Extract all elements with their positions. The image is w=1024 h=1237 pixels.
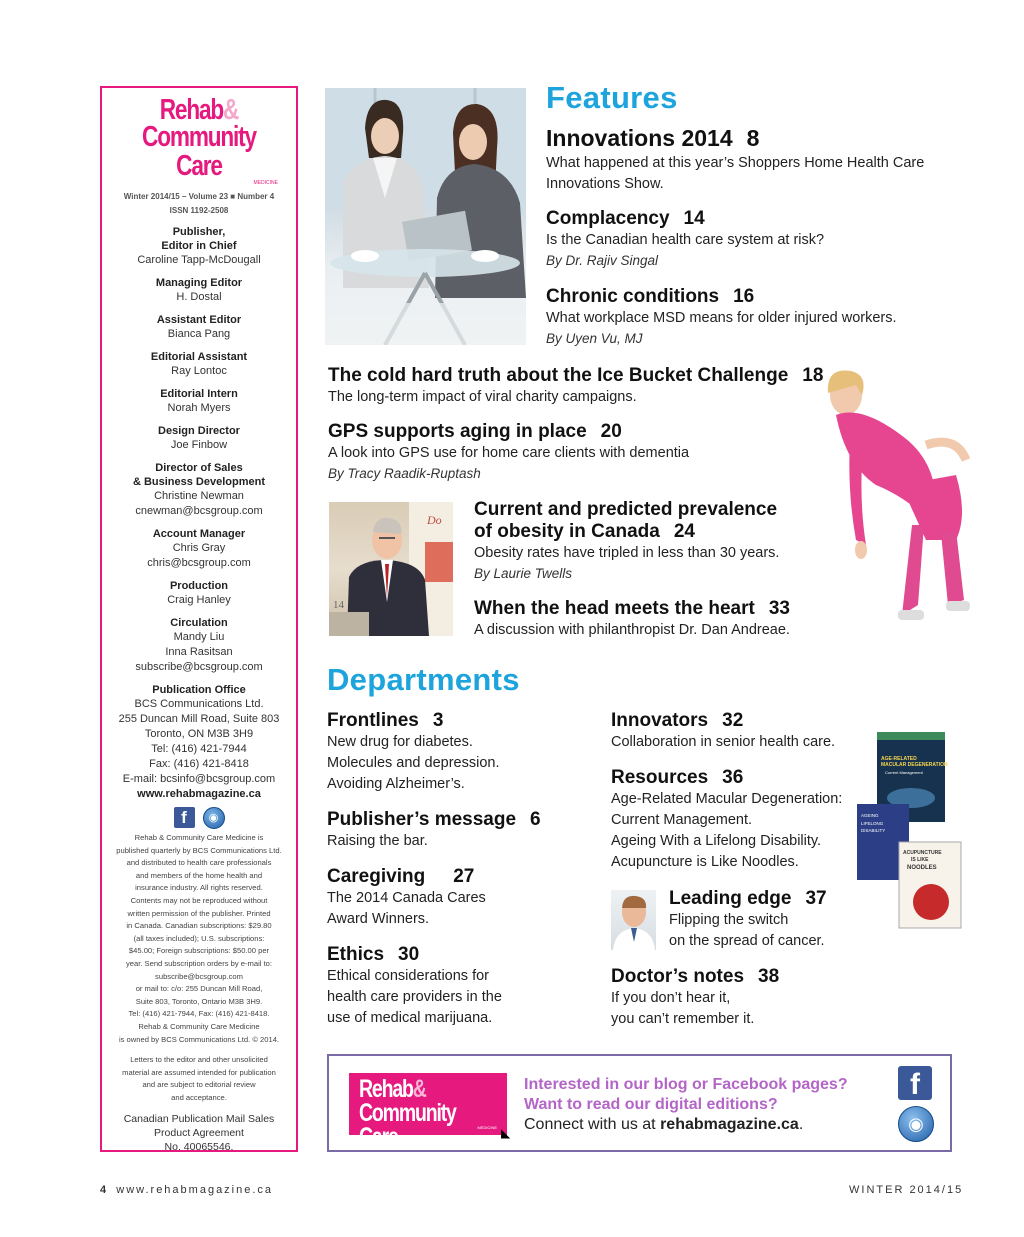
feature-item[interactable]: Complacency 14 Is the Canadian health care system at risk? By Dr. Rajiv Singal: [546, 208, 825, 268]
masthead-panel: [100, 86, 298, 1152]
cta-text: Interested in our blog or Facebook pages? Want to read our digital editions? Connect with us at rehabmagazine.ca.: [524, 1076, 848, 1133]
staff-role: Assistant Editor: [156, 314, 242, 326]
cta-website-link[interactable]: rehabmagazine.ca: [660, 1116, 799, 1133]
staff-entry: [102, 276, 296, 305]
staff-entry: [102, 424, 296, 453]
staff-role: Design Director: [158, 425, 240, 437]
staff-name: Chris Gray chris@bcsgroup.com: [147, 542, 251, 569]
department-item[interactable]: Ethics 30 Ethical considerations for health care providers in the use of medical marijuana.: [327, 944, 502, 1026]
staff-entry: [102, 225, 296, 268]
department-item[interactable]: Innovators 32 Collaboration in senior health care.: [611, 710, 836, 750]
book-covers: [855, 732, 963, 930]
svg-text:MACULAR DEGENERATION: MACULAR DEGENERATION: [881, 762, 948, 768]
staff-role: Managing Editor: [155, 277, 243, 289]
staff-entry: [102, 313, 296, 342]
publication-office: Publication Office BCS Communications Ltd. 255 Duncan Mill Road, Suite 803 Toronto, ON M3B 3H9 Tel: (416) 421-7944 Fax: (416) 421-8418 E-mail: bcsinfo@bcsgroup.com www.rehabmagazine.ca: [102, 683, 296, 802]
staff-name: Caroline Tapp-McDougall: [137, 254, 261, 266]
footer-issue: WINTER 2014/15: [849, 1184, 964, 1196]
issn: ISSN 1192-2508: [169, 206, 229, 215]
svg-text:ACUPUNCTURE: ACUPUNCTURE: [903, 850, 942, 856]
staff-name: Craig Hanley: [167, 594, 231, 606]
cursor-icon: ◣: [501, 1126, 511, 1140]
staff-name: Bianca Pang: [167, 328, 231, 340]
feature-item[interactable]: The cold hard truth about the Ice Bucket Challenge 18 The long-term impact of viral charity campaigns.: [328, 365, 824, 405]
page-number: 4: [100, 1184, 107, 1196]
department-item[interactable]: Doctor’s notes 38 If you don’t hear it, you can’t remember it.: [611, 966, 780, 1027]
photo-speaker-podium: [329, 502, 453, 636]
staff-name: H. Dostal: [176, 291, 222, 303]
staff-name: Christine Newman cnewman@bcsgroup.com: [135, 490, 263, 517]
department-item[interactable]: Resources 36 Age-Related Macular Degeneration: Current Management. Ageing With a Lifelong Disability. Acupuncture is Like Noodles.: [611, 767, 843, 870]
department-item[interactable]: Publisher’s message 6 Raising the bar.: [327, 809, 541, 849]
issue-info: Winter 2014/15 – Volume 23 ■ Number 4: [123, 192, 275, 201]
department-item[interactable]: Caregiving 27 The 2014 Canada Cares Award Winners.: [327, 866, 486, 927]
staff-role: Director of Sales & Business Development: [132, 462, 266, 488]
cta-logo[interactable]: Rehab& Community Care MEDICINE: [349, 1073, 507, 1135]
svg-text:AGEING: AGEING: [861, 813, 879, 818]
staff-entry: [102, 527, 296, 571]
feature-item[interactable]: When the head meets the heart 33 A discussion with philanthropist Dr. Dan Andreae.: [474, 598, 790, 638]
magazine-logo: Rehab& Community Care MEDICINE: [142, 94, 278, 186]
feature-item[interactable]: Chronic conditions 16 What workplace MSD means for older injured workers. By Uyen Vu, MJ: [546, 286, 897, 346]
staff-entry: [102, 387, 296, 416]
social-links: [102, 807, 296, 829]
staff-role: Editorial Assistant: [150, 351, 248, 363]
staff-name: Mandy Liu Inna Rasitsan subscribe@bcsgroup.com: [135, 631, 263, 673]
publication-notice: Rehab & Community Care Medicine is published quarterly by BCS Communications Ltd. and distributed to health care professionals and members of the home health and insurance industry. All rights reserved. Contents may not be reproduced without written permission of the publisher. Printed in Canada. Canadian subscriptions: $29.80 (all taxes included); U.S. subscriptions: $45.00; Foreign subscriptions: $50.00 per year. Send subscription orders by e-mail to: subscribe@bcsgroup.com or mail to: c/o: 255 Duncan Mill Road, Suite 803, Toronto, Ontario M3B 3H9. Tel: (416) 421-7944, Fax: (416) 421-8418. Rehab & Community Care Medicine is owned by BCS Communications Ltd. © 2014.: [116, 833, 282, 1044]
department-item[interactable]: Frontlines 3 New drug for diabetes. Molecules and depression. Avoiding Alzheimer’s.: [327, 710, 500, 792]
website-link[interactable]: www.rehabmagazine.ca: [137, 788, 261, 800]
rss-icon[interactable]: ◉: [898, 1106, 934, 1142]
staff-entry: [102, 579, 296, 608]
staff-name: Norah Myers: [167, 402, 231, 414]
staff-role: Publisher, Editor in Chief: [161, 226, 237, 252]
svg-text:LIFELONG: LIFELONG: [861, 821, 884, 826]
svg-text:Do: Do: [427, 513, 442, 527]
svg-text:DISABILITY: DISABILITY: [861, 828, 886, 833]
departments-heading: Departments: [327, 662, 520, 697]
footer-left: [100, 1184, 273, 1196]
footer-site: www.rehabmagazine.ca: [116, 1184, 274, 1196]
facebook-icon[interactable]: f: [898, 1066, 932, 1100]
staff-role: Circulation: [170, 617, 228, 629]
photo-nurse-back-pain: [806, 365, 976, 627]
staff-name: Joe Finbow: [170, 439, 228, 451]
staff-role: Editorial Intern: [160, 388, 238, 400]
staff-entry: [102, 350, 296, 379]
photo-two-women-tablet: [325, 88, 526, 345]
svg-text:AGE-RELATED: AGE-RELATED: [881, 756, 917, 762]
rss-icon[interactable]: ◉: [203, 807, 225, 829]
facebook-icon[interactable]: f: [174, 807, 195, 828]
staff-entry: [102, 616, 296, 675]
svg-text:IS LIKE: IS LIKE: [911, 857, 929, 863]
feature-item[interactable]: Innovations 2014 8 What happened at this year’s Shoppers Home Health Care Innovations Show.: [546, 125, 925, 192]
staff-name: Ray Lontoc: [171, 365, 227, 377]
svg-text:Current Management: Current Management: [885, 770, 923, 775]
staff-role: Production: [169, 580, 229, 592]
staff-role: Account Manager: [152, 528, 246, 540]
staff-list: [102, 225, 296, 675]
svg-text:NOODLES: NOODLES: [907, 865, 937, 871]
features-heading: Features: [546, 80, 678, 115]
letters-notice: Letters to the editor and other unsolicited material are assumed intended for publication and are subject to editorial review and acceptance.: [122, 1055, 276, 1102]
feature-item[interactable]: Current and predicted prevalence of obesity in Canada 24 Obesity rates have tripled in less than 30 years. By Laurie Twells: [474, 499, 780, 581]
feature-item[interactable]: GPS supports aging in place 20 A look into GPS use for home care clients with dementia By Tracy Raadik-Ruptash: [328, 421, 690, 481]
svg-text:14: 14: [333, 599, 344, 611]
staff-entry: [102, 461, 296, 519]
department-item[interactable]: Leading edge 37 Flipping the switch on the spread of cancer.: [669, 888, 827, 949]
mail-agreement: Canadian Publication Mail Sales Product Agreement No. 40065546.: [123, 1113, 275, 1154]
photo-doctor-headshot: [611, 890, 656, 950]
